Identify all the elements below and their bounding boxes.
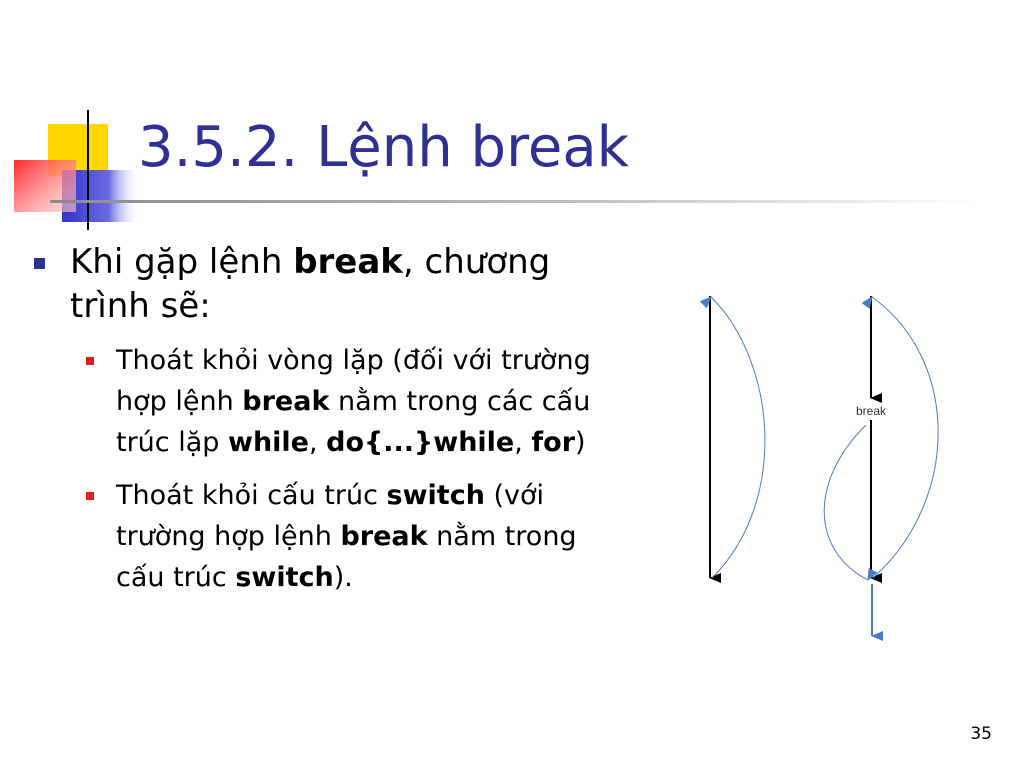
slide-content <box>30 240 600 610</box>
text-segment: , <box>309 427 327 458</box>
bold-keyword: switch <box>386 480 485 511</box>
bullet-bold-break: break <box>293 242 403 282</box>
text-segment: , <box>514 427 532 458</box>
bold-keyword: switch <box>235 562 334 593</box>
slide-title: 3.5.2. Lệnh break <box>138 115 630 180</box>
bold-keyword: while <box>228 427 309 458</box>
text-segment: Thoát khỏi cấu trúc <box>116 480 387 511</box>
break-jump-arrow <box>824 425 868 580</box>
bold-keyword: break <box>340 521 428 552</box>
sub-bullet-switch <box>30 475 600 598</box>
bullet-level1 <box>30 240 600 328</box>
title-decoration <box>0 0 160 240</box>
bold-keyword: for <box>531 427 576 458</box>
sub-bullet-loop <box>30 340 600 463</box>
sub-bullet-list <box>30 340 600 598</box>
page-number: 35 <box>970 724 992 744</box>
small-square-bullet-icon <box>86 357 94 365</box>
small-square-bullet-icon <box>86 492 94 500</box>
loop-back-arrow <box>711 297 765 578</box>
bullet-text-after: , chương trình sẽ: <box>70 242 551 326</box>
loop-back-arrow-right <box>872 297 938 578</box>
square-bullet-icon <box>34 258 45 269</box>
text-segment: nằm trong cấu trúc <box>116 521 577 593</box>
text-segment: Thoát khỏi vòng lặp (đối với trường hợp lệnh <box>116 345 591 417</box>
text-segment: nằm trong các cấu trúc lặp <box>116 386 591 458</box>
bold-keyword: break <box>242 386 330 417</box>
red-square <box>14 160 76 212</box>
text-segment: ). <box>333 562 353 593</box>
text-segment: (với trường hợp lệnh <box>116 480 545 552</box>
break-label: break <box>855 404 887 418</box>
text-segment: ) <box>575 427 586 458</box>
break-flow-diagram <box>690 280 960 650</box>
bold-keyword: do{...}while <box>326 427 515 458</box>
title-underline <box>50 200 980 203</box>
bullet-text: Khi gặp lệnh <box>70 242 294 282</box>
